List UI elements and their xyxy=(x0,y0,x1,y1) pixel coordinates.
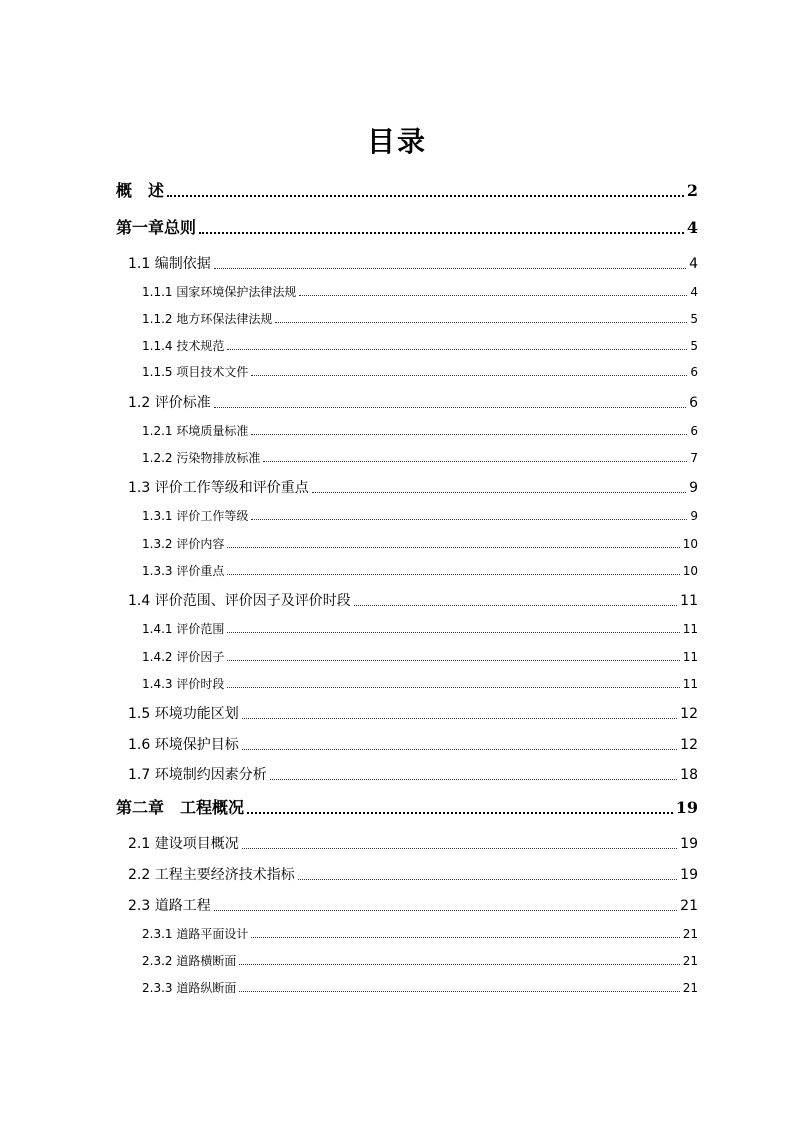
toc-entry-page: 4 xyxy=(686,218,698,237)
dot-leader xyxy=(251,518,687,520)
dot-leader xyxy=(227,659,679,661)
dot-leader xyxy=(263,460,687,462)
toc-entry[interactable] xyxy=(128,394,698,412)
toc-entry-label: 1.5 环境功能区划 xyxy=(128,706,239,722)
toc-entry[interactable] xyxy=(142,423,698,439)
dot-leader xyxy=(199,231,684,234)
dot-leader xyxy=(227,631,679,633)
dot-leader xyxy=(270,778,677,780)
toc-entry-label: 1.7 环境制约因素分析 xyxy=(128,767,267,783)
dot-leader xyxy=(298,878,677,880)
toc-entry-page: 12 xyxy=(680,706,698,722)
toc-entry-label: 2.3.2 道路横断面 xyxy=(142,954,237,968)
toc-entry-label: 1.1 编制依据 xyxy=(128,256,211,272)
dot-leader xyxy=(239,963,679,965)
toc-entry-page: 4 xyxy=(690,285,698,299)
toc-entry-page: 19 xyxy=(680,867,698,883)
toc-entry-label: 2.3.3 道路纵断面 xyxy=(142,981,237,995)
toc-entry-label: 1.1.1 国家环境保护法律法规 xyxy=(142,285,297,299)
toc-entry-label: 2.3.1 道路平面设计 xyxy=(142,927,249,941)
dot-leader xyxy=(214,909,677,911)
toc-entry-page: 10 xyxy=(682,537,698,551)
toc-entry[interactable] xyxy=(142,980,698,996)
dot-leader xyxy=(251,374,687,376)
dot-leader xyxy=(242,748,677,750)
toc-entry-label: 1.3 评价工作等级和评价重点 xyxy=(128,480,309,496)
toc-entry-label: 1.4.2 评价因子 xyxy=(142,650,225,664)
toc-entry-page: 6 xyxy=(690,365,698,379)
toc-entry-page: 7 xyxy=(690,451,698,465)
toc-entry[interactable] xyxy=(128,835,698,853)
toc-entry-label: 1.3.2 评价内容 xyxy=(142,537,225,551)
dot-leader xyxy=(214,406,686,408)
toc-entry-page: 11 xyxy=(682,677,698,691)
toc-entry[interactable] xyxy=(128,479,698,497)
toc-entry[interactable] xyxy=(142,926,698,942)
toc-entry-page: 11 xyxy=(682,622,698,636)
toc-entry[interactable] xyxy=(116,181,698,201)
toc-entry-page: 6 xyxy=(690,424,698,438)
dot-leader xyxy=(227,546,679,548)
toc-entry-page: 21 xyxy=(682,954,698,968)
toc-entry[interactable] xyxy=(128,705,698,723)
dot-leader xyxy=(354,604,677,606)
toc-entry-page: 11 xyxy=(680,593,698,609)
dot-leader xyxy=(167,194,684,197)
toc-entry-page: 9 xyxy=(689,480,698,496)
toc-entry-label: 第二章 工程概况 xyxy=(116,798,245,817)
dot-leader xyxy=(299,294,687,296)
toc-entry[interactable] xyxy=(142,621,698,637)
toc-entry[interactable] xyxy=(142,563,698,579)
toc-entry[interactable] xyxy=(128,592,698,610)
dot-leader xyxy=(312,491,686,493)
toc-entry[interactable] xyxy=(142,536,698,552)
dot-leader xyxy=(242,717,677,719)
toc-entry-page: 5 xyxy=(690,312,698,326)
toc-entry-page: 19 xyxy=(675,798,698,817)
dot-leader xyxy=(214,267,686,269)
toc-entry-page: 21 xyxy=(682,981,698,995)
dot-leader xyxy=(227,686,679,688)
toc-entry[interactable] xyxy=(142,311,698,327)
toc-entry-label: 2.1 建设项目概况 xyxy=(128,836,239,852)
dot-leader xyxy=(239,990,679,992)
toc-entry-page: 4 xyxy=(689,256,698,272)
toc-title: 目录 xyxy=(366,125,427,158)
toc-entry[interactable] xyxy=(142,508,698,524)
toc-entry[interactable] xyxy=(142,364,698,380)
toc-entry-page: 9 xyxy=(690,509,698,523)
toc-entry-label: 1.1.2 地方环保法律法规 xyxy=(142,312,273,326)
dot-leader xyxy=(247,811,673,814)
toc-entry-label: 1.1.5 项目技术文件 xyxy=(142,365,249,379)
toc-entry-label: 2.2 工程主要经济技术指标 xyxy=(128,867,295,883)
toc-entry-label: 1.1.4 技术规范 xyxy=(142,339,225,353)
toc-entry[interactable] xyxy=(128,766,698,784)
toc-entry-page: 10 xyxy=(682,564,698,578)
toc-entry-label: 概 述 xyxy=(116,181,165,200)
toc-entry-label: 第一章总则 xyxy=(116,218,197,237)
toc-entry[interactable] xyxy=(128,897,698,915)
toc-entry-label: 1.4.1 评价范围 xyxy=(142,622,225,636)
toc-entry-page: 21 xyxy=(680,898,698,914)
toc-entry-label: 1.6 环境保护目标 xyxy=(128,737,239,753)
toc-entry[interactable] xyxy=(142,676,698,692)
toc-entry-page: 6 xyxy=(689,395,698,411)
dot-leader xyxy=(227,573,679,575)
toc-entry[interactable] xyxy=(142,953,698,969)
dot-leader xyxy=(275,321,687,323)
toc-entry-page: 12 xyxy=(680,737,698,753)
toc-entry[interactable] xyxy=(116,218,698,238)
toc-entry-label: 1.2.2 污染物排放标准 xyxy=(142,451,261,465)
toc-entry-page: 5 xyxy=(690,339,698,353)
toc-entry[interactable] xyxy=(128,866,698,884)
toc-entry-label: 1.4 评价范围、评价因子及评价时段 xyxy=(128,593,351,609)
toc-entry-page: 18 xyxy=(680,767,698,783)
dot-leader xyxy=(227,348,687,350)
toc-entry-page: 19 xyxy=(680,836,698,852)
toc-entry[interactable] xyxy=(142,450,698,466)
toc-entry[interactable] xyxy=(142,284,698,300)
toc-entry-label: 1.3.1 评价工作等级 xyxy=(142,509,249,523)
toc-entry-page: 21 xyxy=(682,927,698,941)
toc-entry[interactable] xyxy=(128,736,698,754)
toc-entry[interactable] xyxy=(142,338,698,354)
toc-entry-label: 2.3 道路工程 xyxy=(128,898,211,914)
dot-leader xyxy=(242,847,677,849)
toc-entry-label: 1.4.3 评价时段 xyxy=(142,677,225,691)
toc-entry[interactable] xyxy=(128,255,698,273)
toc-entry[interactable] xyxy=(142,649,698,665)
toc-entry-label: 1.2.1 环境质量标准 xyxy=(142,424,249,438)
toc-entry-label: 1.3.3 评价重点 xyxy=(142,564,225,578)
dot-leader xyxy=(251,433,687,435)
toc-entry-label: 1.2 评价标准 xyxy=(128,395,211,411)
toc-entry-page: 11 xyxy=(682,650,698,664)
toc-entry[interactable] xyxy=(116,798,698,818)
dot-leader xyxy=(251,936,679,938)
toc-entry-page: 2 xyxy=(686,181,698,200)
